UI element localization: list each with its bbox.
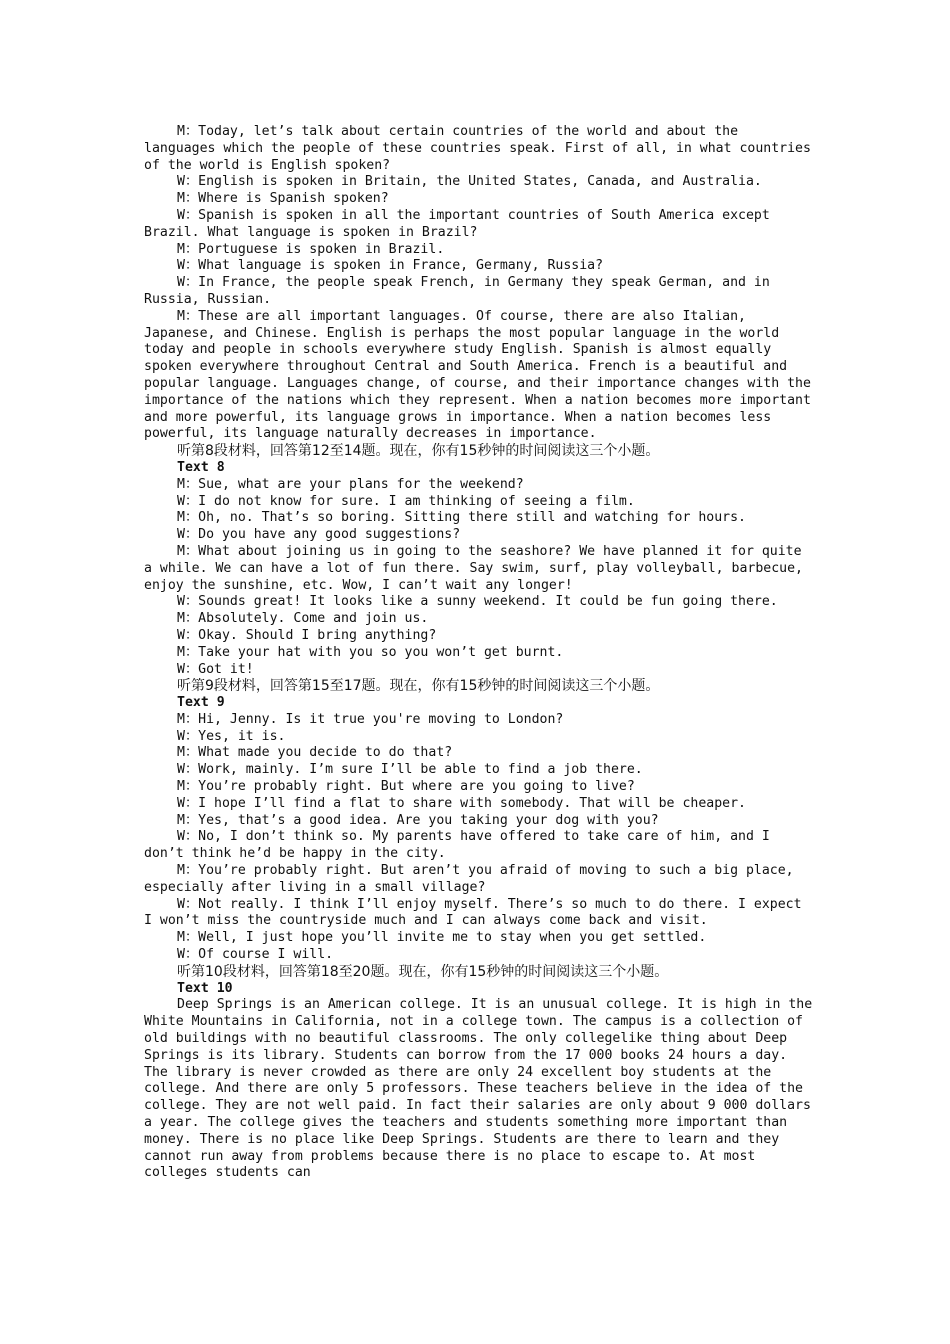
dialogue-paragraph: W：What language is spoken in France, Germany, Russia? [177, 258, 604, 274]
dialogue-paragraph: M：Take your hat with you so you won’t get burnt. [177, 644, 564, 660]
dialogue-paragraph: W：Do you have any good suggestions? [177, 527, 461, 543]
dialogue-paragraph: Deep Springs is an American college. It is an unusual college. It is high in the White Mountains in California, not in a college town. The campus is a collection of old buildings with no beautiful classrooms. The only collegelike thing about Deep Springs is its library. Students can borrow from the 17 000 books 24 hours a day. The library is never crowded as there are only 24 excellent boy students at the college. And there are only 5 professors. These teachers believe in the idea of the college. They are not well paid. In fact their salaries are only about 9 000 dollars a year. The college gives the teachers and students something more important than money. There is no place like Deep Springs. Students are there to learn and they cannot run away from problems because there is no place to escape to. At most colleges students can [144, 997, 813, 1181]
dialogue-paragraph: M：Well, I just hope you’ll invite me to stay when you get settled. [177, 930, 707, 946]
document-page [144, 124, 814, 1182]
instruction-line: 听第8段材料，回答第12至14题。现在，你有15秒钟的时间阅读这三个小题。 [177, 443, 660, 460]
dialogue-paragraph: M：Oh, no. That’s so boring. Sitting there still and watching for hours. [177, 510, 746, 526]
dialogue-paragraph: M：Today, let’s talk about certain countries of the world and about the languages which the people of these countries speak. First of all, in what countries of the world is English spoken? [144, 124, 811, 173]
dialogue-paragraph: W：Of course I will. [177, 947, 334, 963]
dialogue-paragraph: W：Spanish is spoken in all the important countries of South America except Brazil. What language is spoken in Brazil? [144, 207, 770, 240]
instruction-line: 听第9段材料，回答第15至17题。现在，你有15秒钟的时间阅读这三个小题。 [177, 678, 660, 695]
section-heading: Text 8 [177, 459, 225, 475]
dialogue-paragraph: W：Okay. Should I bring anything? [177, 627, 437, 643]
dialogue-paragraph: W：I hope I’ll find a flat to share with somebody. That will be cheaper. [177, 795, 746, 811]
dialogue-paragraph: W：In France, the people speak French, in Germany they speak German, and in Russia, Russian. [144, 275, 770, 307]
dialogue-paragraph: M：You’re probably right. But where are you going to live? [177, 779, 635, 795]
dialogue-paragraph: M：Portuguese is spoken in Brazil. [177, 241, 445, 257]
dialogue-paragraph: M：These are all important languages. Of course, there are also Italian, Japanese, and Chinese. English is perhaps the most popular language in the world today and people in schools everywhere study English. Spanish is almost equally spoken everywhere throughout Central and South America. French is a beautiful and popular language. Languages change, of course, and their importance changes with the importance of the nations which they represent. When a nation becomes more important and more powerful, its language grows in importance. When a nation becomes less powerful, its language naturally decreases in importance. [144, 308, 811, 442]
dialogue-paragraph: W：I do not know for sure. I am thinking of seeing a film. [177, 493, 635, 509]
dialogue-paragraph: M：Yes, that’s a good idea. Are you taking your dog with you? [177, 812, 659, 828]
dialogue-paragraph: W：English is spoken in Britain, the United States, Canada, and Australia. [177, 174, 762, 190]
dialogue-paragraph: W：Got it! [177, 661, 254, 677]
dialogue-paragraph: W：Sounds great! It looks like a sunny weekend. It could be fun going there. [177, 594, 778, 610]
dialogue-paragraph: M：Absolutely. Come and join us. [177, 611, 429, 627]
dialogue-paragraph: M：Where is Spanish spoken? [177, 191, 389, 207]
dialogue-paragraph: M：Sue, what are your plans for the weekend? [177, 476, 524, 492]
dialogue-paragraph: W：Yes, it is. [177, 728, 286, 744]
dialogue-paragraph: W：No, I don’t think so. My parents have offered to take care of him, and I don’t think he’d be happy in the city. [144, 829, 770, 862]
dialogue-paragraph: W：Not really. I think I’ll enjoy myself. There’s so much to do there. I expect I won’t miss the countryside much and I can always come back and visit. [144, 896, 802, 929]
dialogue-paragraph: M：What made you decide to do that? [177, 745, 453, 761]
instruction-line: 听第10段材料，回答第18至20题。现在，你有15秒钟的时间阅读这三个小题。 [177, 963, 669, 980]
dialogue-paragraph: W：Work, mainly. I’m sure I’ll be able to find a job there. [177, 762, 643, 778]
dialogue-paragraph: M：You’re probably right. But aren’t you afraid of moving to such a big place, especially after living in a small village? [144, 863, 794, 895]
dialogue-paragraph: M：What about joining us in going to the seashore? We have planned it for quite a while. We can have a lot of fun there. Say swim, surf, play volleyball, barbecue, enjoy the sunshine, etc. Wow, I can’t wait any longer! [144, 543, 803, 593]
section-heading: Text 10 [177, 980, 233, 996]
section-heading: Text 9 [177, 695, 225, 711]
dialogue-paragraph: M：Hi, Jenny. Is it true you're moving to London? [177, 711, 564, 727]
